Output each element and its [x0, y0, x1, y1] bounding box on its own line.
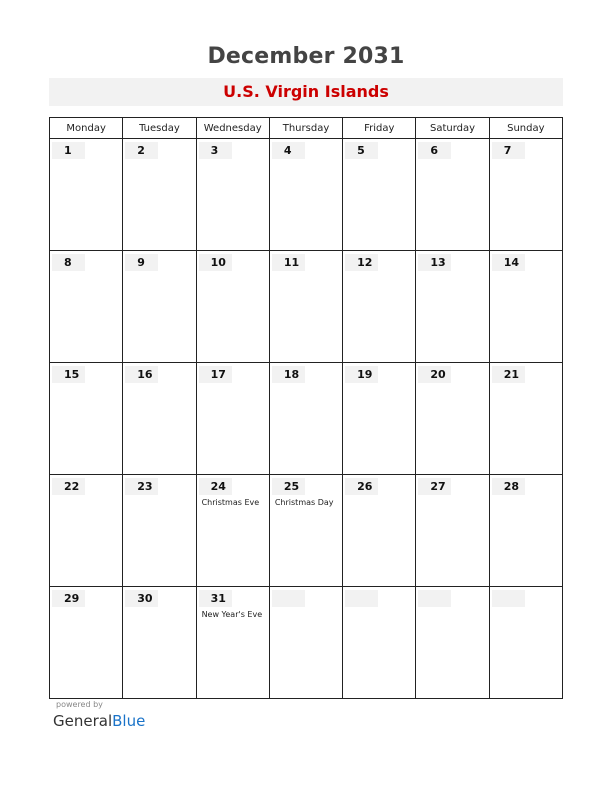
day-number: 2 — [125, 142, 158, 159]
day-number: 17 — [199, 366, 232, 383]
week-row — [50, 139, 563, 251]
day-number: 13 — [418, 254, 451, 271]
region-subtitle: U.S. Virgin Islands — [223, 82, 389, 101]
day-number: 3 — [199, 142, 232, 159]
holiday-label: Christmas Day — [274, 498, 334, 507]
day-cell[interactable] — [489, 363, 562, 475]
weekday-thursday: Thursday — [269, 118, 342, 139]
day-cell[interactable] — [269, 475, 342, 587]
weekday-wednesday: Wednesday — [196, 118, 269, 139]
day-number: 15 — [52, 366, 85, 383]
day-number: 4 — [272, 142, 305, 159]
holiday-label: Christmas Eve — [201, 498, 260, 507]
day-number: 19 — [345, 366, 378, 383]
day-cell[interactable] — [343, 139, 416, 251]
day-cell[interactable] — [416, 587, 489, 699]
day-number: 12 — [345, 254, 378, 271]
holiday-label: New Year's Eve — [201, 610, 263, 619]
day-number: 18 — [272, 366, 305, 383]
day-cell[interactable] — [343, 251, 416, 363]
day-cell[interactable] — [343, 475, 416, 587]
day-cell[interactable] — [269, 139, 342, 251]
subtitle-bar — [49, 78, 563, 106]
day-number — [418, 590, 451, 607]
day-cell[interactable] — [416, 363, 489, 475]
day-number: 10 — [199, 254, 232, 271]
weekday-header-row — [50, 118, 563, 139]
page-title: December 2031 — [207, 44, 405, 69]
day-number: 5 — [345, 142, 378, 159]
day-cell[interactable] — [416, 475, 489, 587]
week-row — [50, 587, 563, 699]
brand-general: General — [53, 712, 113, 730]
weekday-saturday: Saturday — [416, 118, 489, 139]
day-cell[interactable] — [50, 475, 123, 587]
day-number: 8 — [52, 254, 85, 271]
day-cell[interactable] — [123, 251, 196, 363]
day-cell[interactable] — [489, 139, 562, 251]
day-number: 7 — [492, 142, 525, 159]
day-cell[interactable] — [50, 363, 123, 475]
day-number: 31 — [199, 590, 232, 607]
day-number: 14 — [492, 254, 525, 271]
day-cell[interactable] — [416, 251, 489, 363]
day-cell[interactable] — [269, 363, 342, 475]
day-cell[interactable] — [50, 587, 123, 699]
day-cell[interactable] — [269, 587, 342, 699]
day-number: 9 — [125, 254, 158, 271]
day-number — [272, 590, 305, 607]
calendar-grid — [49, 117, 563, 699]
powered-by-text: powered by — [56, 700, 103, 709]
day-cell[interactable] — [196, 251, 269, 363]
day-cell[interactable] — [50, 251, 123, 363]
day-cell[interactable] — [123, 475, 196, 587]
day-number: 6 — [418, 142, 451, 159]
weekday-friday: Friday — [343, 118, 416, 139]
day-cell[interactable] — [123, 139, 196, 251]
day-cell[interactable] — [196, 587, 269, 699]
day-cell[interactable] — [123, 363, 196, 475]
brand-blue: Blue — [112, 712, 146, 730]
day-number: 23 — [125, 478, 158, 495]
day-number: 20 — [418, 366, 451, 383]
weekday-tuesday: Tuesday — [123, 118, 196, 139]
day-number: 25 — [272, 478, 305, 495]
day-number — [345, 590, 378, 607]
day-number: 16 — [125, 366, 158, 383]
week-row — [50, 475, 563, 587]
generalblue-logo — [53, 712, 145, 730]
day-cell[interactable] — [269, 251, 342, 363]
week-row — [50, 251, 563, 363]
day-number: 26 — [345, 478, 378, 495]
day-number — [492, 590, 525, 607]
day-number: 21 — [492, 366, 525, 383]
day-cell[interactable] — [196, 475, 269, 587]
day-cell[interactable] — [416, 139, 489, 251]
day-cell[interactable] — [50, 139, 123, 251]
day-cell[interactable] — [489, 475, 562, 587]
day-number: 22 — [52, 478, 85, 495]
weekday-sunday: Sunday — [489, 118, 562, 139]
day-cell[interactable] — [196, 363, 269, 475]
day-number: 24 — [199, 478, 232, 495]
day-cell[interactable] — [196, 139, 269, 251]
day-number: 11 — [272, 254, 305, 271]
weekday-monday: Monday — [50, 118, 123, 139]
day-number: 1 — [52, 142, 85, 159]
day-number: 29 — [52, 590, 85, 607]
day-cell[interactable] — [123, 587, 196, 699]
day-cell[interactable] — [489, 587, 562, 699]
day-cell[interactable] — [489, 251, 562, 363]
day-number: 27 — [418, 478, 451, 495]
day-number: 30 — [125, 590, 158, 607]
day-cell[interactable] — [343, 363, 416, 475]
week-row — [50, 363, 563, 475]
day-number: 28 — [492, 478, 525, 495]
day-cell[interactable] — [343, 587, 416, 699]
